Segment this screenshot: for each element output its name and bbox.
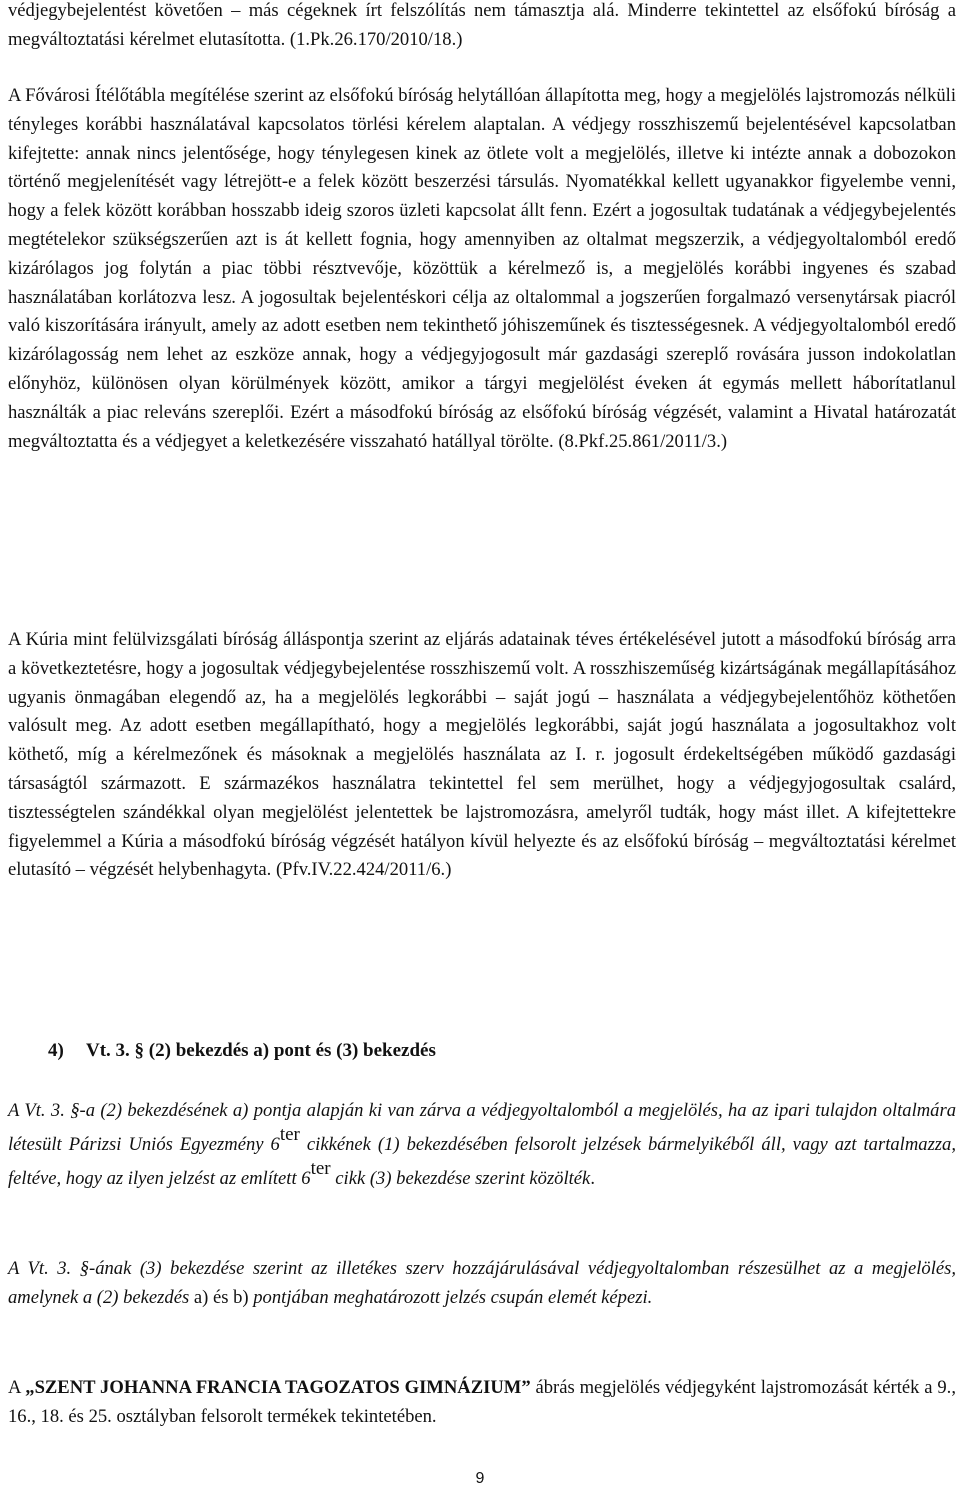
superscript-ter: ter — [310, 1158, 331, 1179]
conjunction: és — [208, 1287, 234, 1308]
paragraph-continuation: védjegybejelentést követően – más cégeknek írt felszólítás nem támasztja alá. Minderre tekintettel az elsőfokú bíróság a megváltoztatási kérelmet elutasította. (1.Pk.26.170/2010/18.) — [8, 0, 956, 50]
section-title: Vt. 3. § (2) bekezdés a) pont és (3) bekezdés — [86, 1040, 436, 1061]
section-heading — [48, 1037, 436, 1065]
case-text-2: ábrás megjelölés védjegyként lajstromozását kérték a 9., 16., 18. és 25. osztályban felsorolt termékek tekintetében. — [8, 1377, 956, 1427]
page-number: 9 — [475, 1470, 485, 1487]
italic-paragraph-statute-1 — [8, 1094, 956, 1196]
statute-text-2: cikkének (1) bekezdésében felsorolt jelzések bármelyikéből áll, vagy azt tartalmazza, feltéve, hogy az ilyen jelzést az említett 6 — [8, 1134, 956, 1189]
point-b: b) — [233, 1287, 249, 1308]
italic-paragraph-statute-2 — [8, 1254, 956, 1312]
statute-text-3: cikk (3) bekezdése szerint közölték — [330, 1168, 591, 1189]
statute-text-1: A Vt. 3. §-a (2) bekezdésének a) pontja alapján ki van zárva a védjegyoltalomból a megjelölés, ha az ipari tulajdon oltalmára létesült Párizsi Uniós Egyezmény 6 — [8, 1100, 956, 1155]
point-a: a) — [193, 1287, 209, 1308]
paragraph-curia: A Kúria mint felülvizsgálati bíróság álláspontja szerint az eljárás adatainak téves értékelésével jutott a másodfokú bíróság arra a következtetésre, hogy a jogosultak védjegybejelentése rosszhiszemű volt. A rosszhiszeműség kizártságának megállapításához ugyanis önmagában elegendő az, ha a megjelölés legkorábbi – saját jogú – használata a védjegybejelentőhöz köthetően valósult meg. Az adott esetben megállapítható, hogy a megjelölés legkorábbi, saját jogú használata a jogosultakhoz volt köthető, míg a kérelmezőnek és másoknak a megjelölés használata az I. r. jogosult érdekeltségében működő gazdasági társaságtól származott. E származékos használatra tekintettel fel sem merülhet, hogy a védjegyjogosultak csalárd, tisztességtelen szándékkal olyan megjelölést jelentettek be lajstromozásra, amelyről tudták, hogy mást illet. A kifejtettekre figyelemmel a Kúria a másodfokú bíróság végzését hatályon kívül helyezte és az elsőfokú bíróság – megváltoztatási kérelmet elutasító – végzését helybenhagyta. (Pfv.IV.22.424/2011/6.) — [8, 629, 956, 881]
statute-text-5: pontjában meghatározott jelzés csupán elemét képezi. — [248, 1287, 653, 1308]
statute-text-4: A Vt. 3. §-ának (3) bekezdése szerint az illetékes szerv hozzájárulásával védjegyoltalomban részesülhet az a megjelölés, amelynek a (2) bekezdés — [8, 1258, 956, 1308]
paragraph-appeal-court: A Fővárosi Ítélőtábla megítélése szerint az elsőfokú bíróság helytállóan állapította meg, hogy a megjelölés lajstromozás nélküli tényleges korábbi használatával kapcsolatos törlési kérelem alaptalan. A védjegy rosszhiszemű bejelentésével kapcsolatban kifejtette: annak nincs jelentősége, hogy ténylegesen kinek az ötlete volt a megjelölés, illetve ki intézte annak a dobozokon történő megjelenítését vagy létrejött-e a felek között beszerzési társulás. Nyomatékkal kellett ugyanakkor figyelembe venni, hogy a felek között korábban hosszabb ideig szoros üzleti kapcsolat állt fenn. Ezért a jogosultak tudatának a védjegybejelentés megtételekor szükségszerűen azt is át kellett fognia, hogy amennyiben az oltalmat megszerzik, a védjegyoltalomból eredő kizárólagos jog folytán a piac többi résztvevője, közöttük a kérelmező is, a megjelölés korábbi ingyenes és szabad használatában korlátozva lesz. A jogosultak bejelentéskori célja az oltalommal a jogszerűen forgalmazó versenytársak piacról való kiszorítására irányult, amely az adott esetben nem tekinthető jóhiszeműnek és tisztességesnek. A védjegyoltalomból eredő kizárólagosság nem lehet az eszköze annak, hogy a védjegyjogosult már gazdasági szereplő rovására jusson indokolatlan előnyhöz, különösen olyan körülmények között, amikor a tárgyi megjelölést éveken át egymás mellett háborítatlanul használták a piac releváns szereplői. Ezért a másodfokú bíróság az elsőfokú bíróság végzését, valamint a Hivatal határozatát megváltoztatta és a védjegyet a keletkezésére visszaható hatállyal törölte. (8.Pkf.25.861/2011/3.) — [8, 85, 956, 452]
mark-name: „SZENT JOHANNA FRANCIA TAGOZATOS GIMNÁZIUM” — [25, 1377, 531, 1398]
statute-period: . — [590, 1168, 595, 1189]
section-number: 4) — [48, 1040, 64, 1061]
paragraph-case-intro — [8, 1374, 956, 1432]
superscript-ter: ter — [279, 1124, 300, 1145]
case-text-1: A — [8, 1377, 26, 1398]
